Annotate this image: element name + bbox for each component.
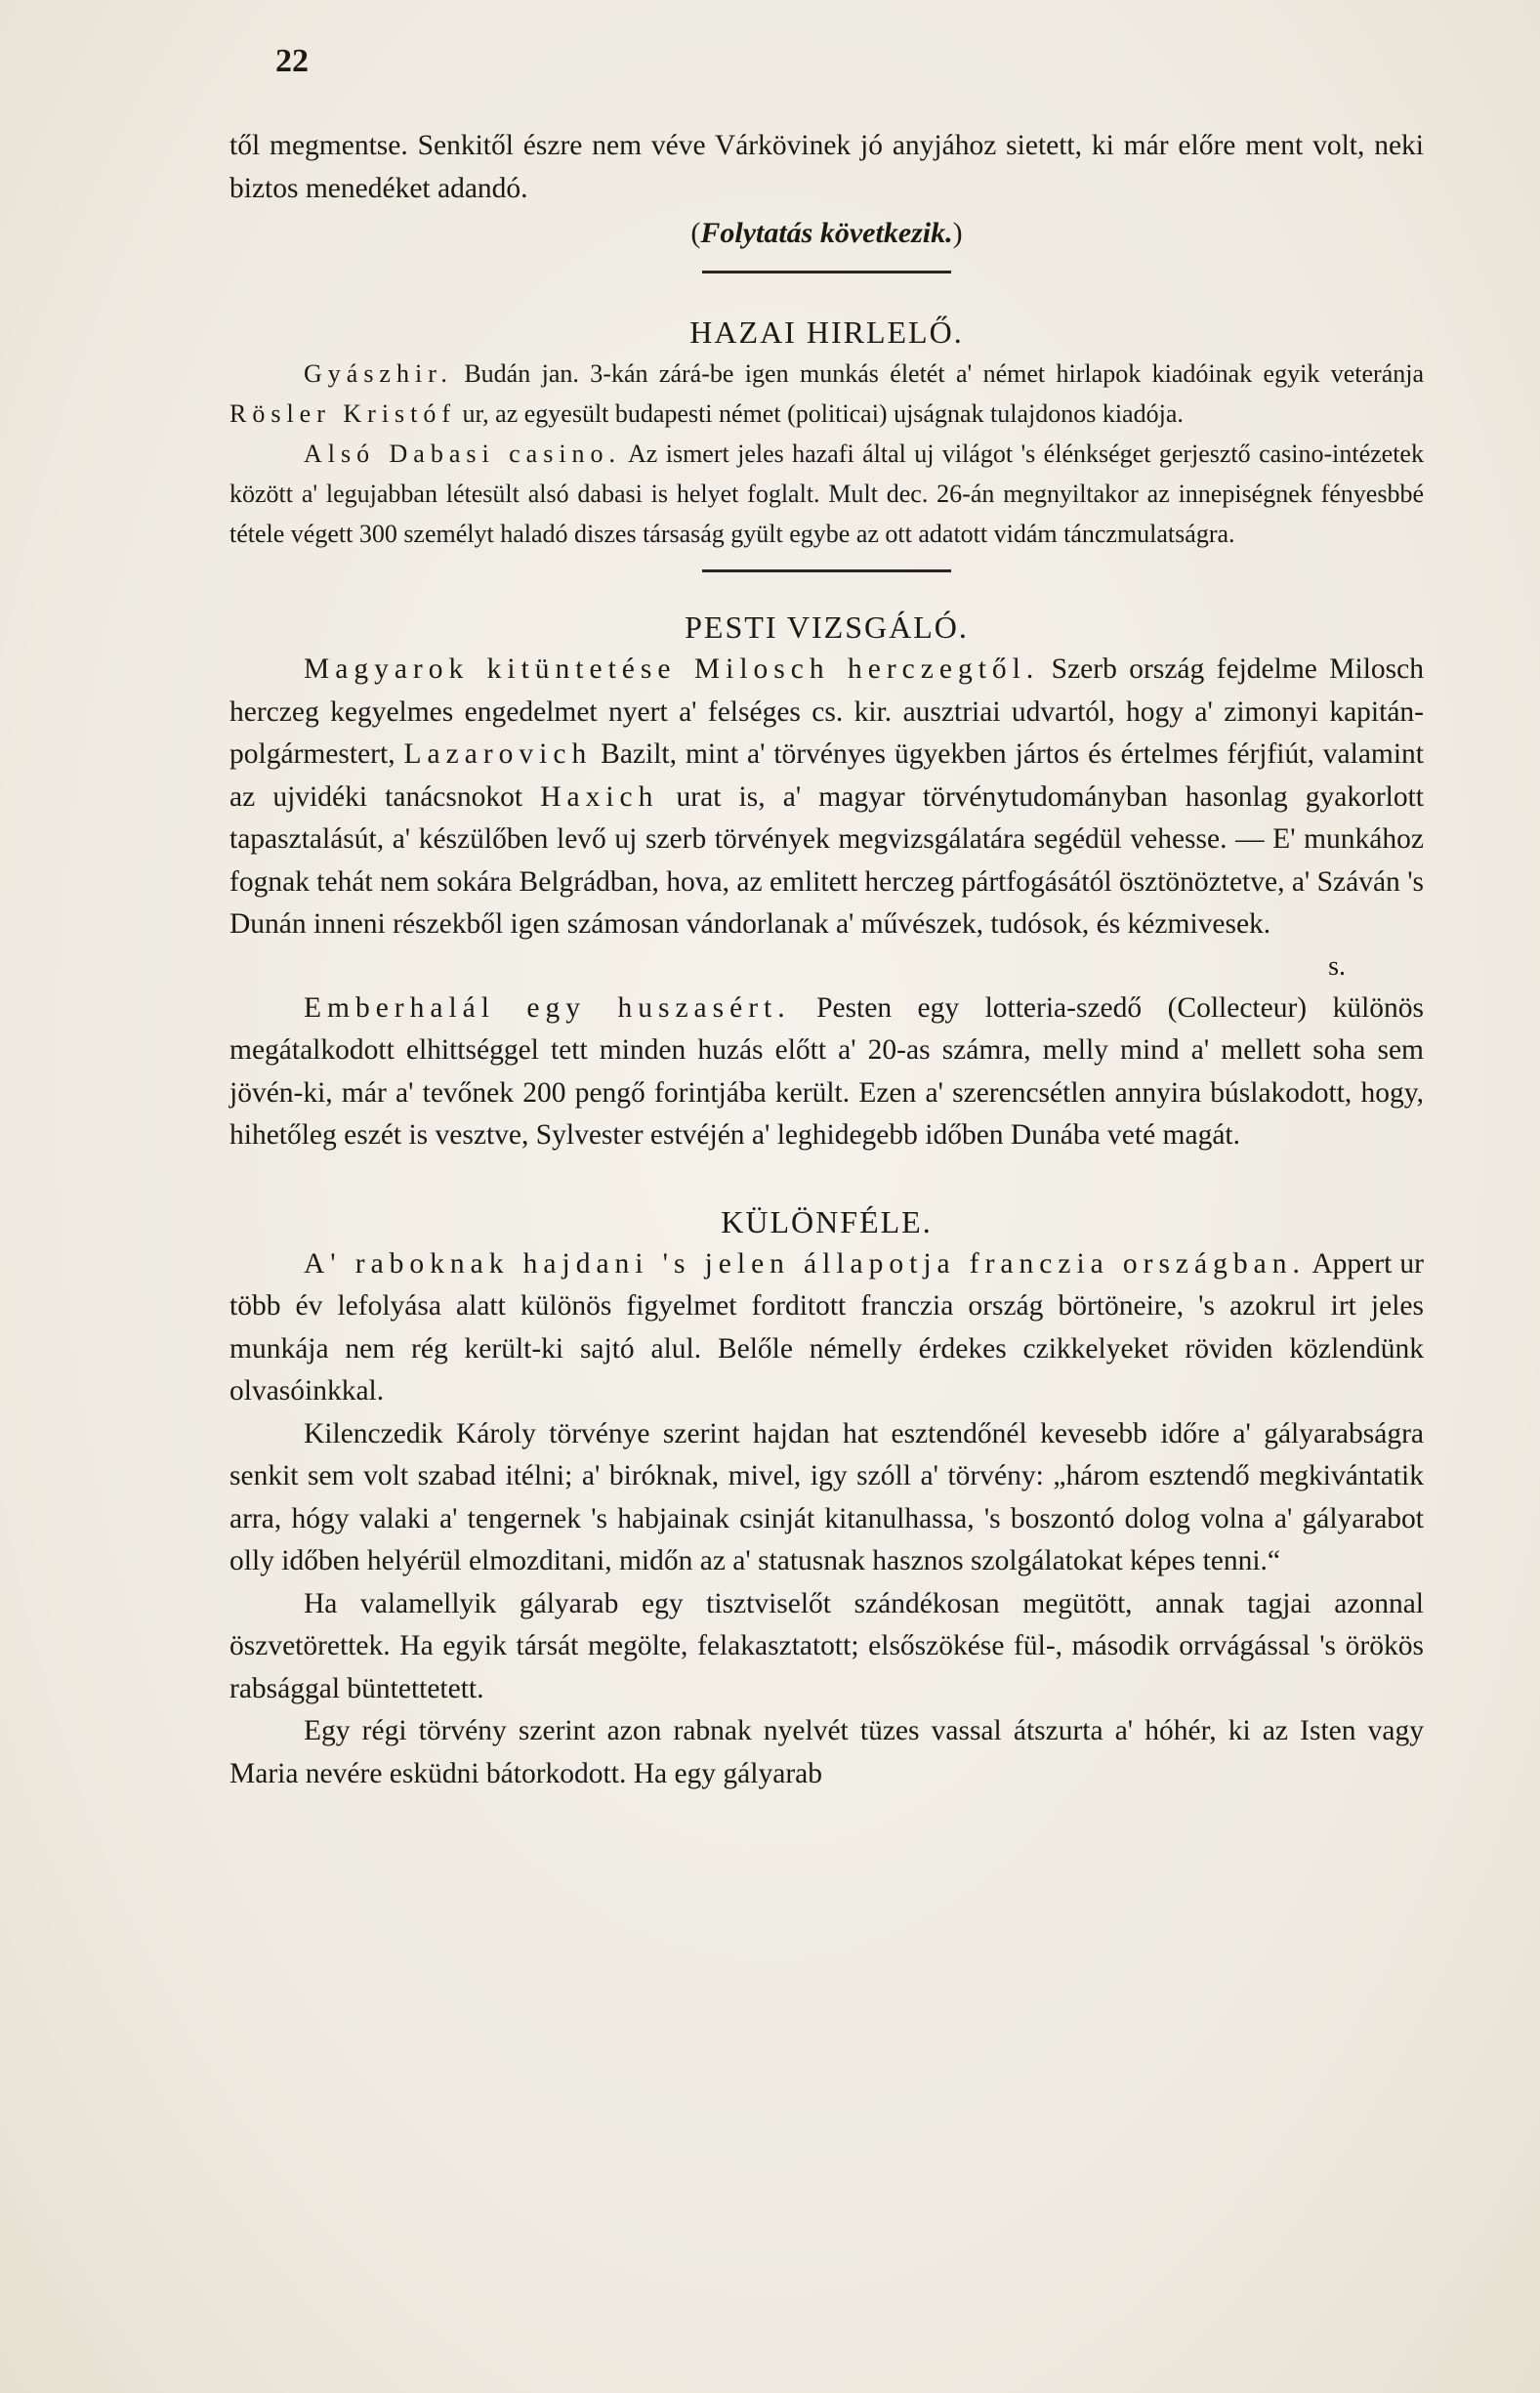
continued-text: Folytatás következik. (700, 217, 953, 249)
paragraph-rabok (229, 1243, 1424, 1413)
text-milosch-a: Szerb ország fejdelme Milosch herczeg kegyelmes engedelmet nyert a' felséges cs. kir. ausztriai udvartól, hogy a' zimonyi kapitán-polgármestert, (229, 653, 1424, 770)
text-emberhalal: Pesten egy lotteria-szedő (Collecteur) különös megátalkodott elhittséggel tett minden huzás előtt a' 20-as számra, melly mind a' mellett soha sem jövén-ki, már a' tevőnek 200 pengő forintjába került. Ezen a' szerencsétlen annyira búslakodott, hogy, hihetőleg eszét is vesztve, Sylvester estvéjén a' leghidegebb időben Dunába veté magát. (229, 991, 1424, 1151)
text-gyaszhir-b: ur, az egyesült budapesti német (politicai) ujságnak tulajdonos kiadója. (456, 399, 1184, 428)
lead-gyaszhir: Gyászhir. (304, 359, 453, 388)
continued-note: (Folytatás következik.) (690, 217, 963, 249)
text-gyaszhir-a: Budán jan. 3-kán zárá-be igen munkás életét a' német hirlapok kiadóinak egyik veteránja (452, 359, 1424, 388)
text-casino: Az ismert jeles hazafi által uj világot 's élénkséget gerjesztő casino-intézetek között a' legujabban létesült alsó dabasi is helyet foglalt. Mult dec. 26-án megnyiltakor az innepiségnek fényesbbé tétele végett 300 személyt haladó diszes társaság gyült egybe az ott adatott vidám tánczmulatságra. (229, 440, 1424, 548)
paragraph-galyarab: Ha valamellyik gályarab egy tisztviselőt szándékosan megütött, annak tagjai azonnal öszvetörettek. Ha egyik társát megölte, felakasztatott; elsőszökése fül-, második orrvágással 's örökös rabsággal büntettetett. (229, 1587, 1424, 1704)
page-number: 22 (275, 43, 309, 79)
lead-emberhalal: Emberhalál egy huszasért. (304, 991, 791, 1024)
text-rabok: Appert ur több év lefolyása alatt különös figyelmet forditott franczia ország börtöneire, 's azokrul irt jeles munkája nem rég került-ki sajtó alul. Belőle némelly érdekes czikkelyeket röviden közlendünk olvasóinkkal. (229, 1247, 1424, 1406)
lead-milosch: Magyarok kitüntetése Milosch herczegtől. (304, 653, 1040, 685)
lead-casino: Alsó Dabasi casino. (304, 440, 622, 468)
paragraph-emberhalal (229, 987, 1424, 1157)
paragraph-torveny: Egy régi törvény szerint azon rabnak nyelvét tüzes vassal átszurta a' hóhér, ki az Isten vagy Maria nevére esküdni bátorkodott. Ha egy gályarab (229, 1715, 1424, 1789)
heading-pesti-vizsgalo: PESTI VIZSGÁLÓ. (685, 609, 969, 645)
text-milosch-b: Bazilt, mint a' törvényes ügyekben jártos és értelmes férjfiút, valamint az ujvidéki tanácsnokot (229, 738, 1424, 813)
lead-rabok: A' raboknak hajdani 's jelen állapotja franczia országban. (304, 1247, 1306, 1280)
intro-paragraph: től megmentse. Senkitől észre nem véve Várkövinek jó anyjához sietett, ki már előre ment volt, neki biztos menedéket adandó. (229, 130, 1424, 204)
paragraph-casino (229, 434, 1424, 554)
text-column (229, 125, 1424, 1795)
paragraph-karoly: Kilenczedik Károly törvénye szerint hajdan hat esztendőnél kevesebb időre a' gályarabságra senkit sem volt szabad itélni; a' biróknak, mivel, igy szóll a' törvény: „három esztendő megkivántatik arra, hógy valaki a' tengernek 's habjainak csinját kitanulhassa, 's boszontó dolog volna a' gályarabot olly időben helyérül elmozditani, midőn az a' statusnak hasznos szolgálatokat képes tenni.“ (229, 1417, 1424, 1576)
name-rosler: Rösler Kristóf (229, 399, 457, 428)
paragraph-milosch (229, 649, 1424, 946)
name-lazarovich: Lazarovich (403, 738, 593, 770)
paragraph-gyaszhir (229, 354, 1424, 434)
section-divider (702, 569, 951, 572)
signature: s. (1328, 950, 1346, 982)
section-divider (702, 271, 951, 273)
heading-hazai-hirlelo: HAZAI HIRLELŐ. (689, 315, 964, 350)
text-milosch-c: urat is, a' magyar törvénytudományban hasonlag gyakorlott tapasztalásút, a' készülőben levő uj szerb törvények megvizsgálatára segédül vehesse. — E' munkához fognak tehát nem sokára Belgrádban, hova, az emlitett herczeg pártfogásától ösztönöztetve, a' Száván 's Dunán inneni részekből igen számosan vándorlanak a' művészek, tudósok, és kézmivesek. (229, 780, 1424, 940)
heading-kulonfele: KÜLÖNFÉLE. (721, 1203, 933, 1239)
name-haxich: Haxich (540, 780, 659, 813)
